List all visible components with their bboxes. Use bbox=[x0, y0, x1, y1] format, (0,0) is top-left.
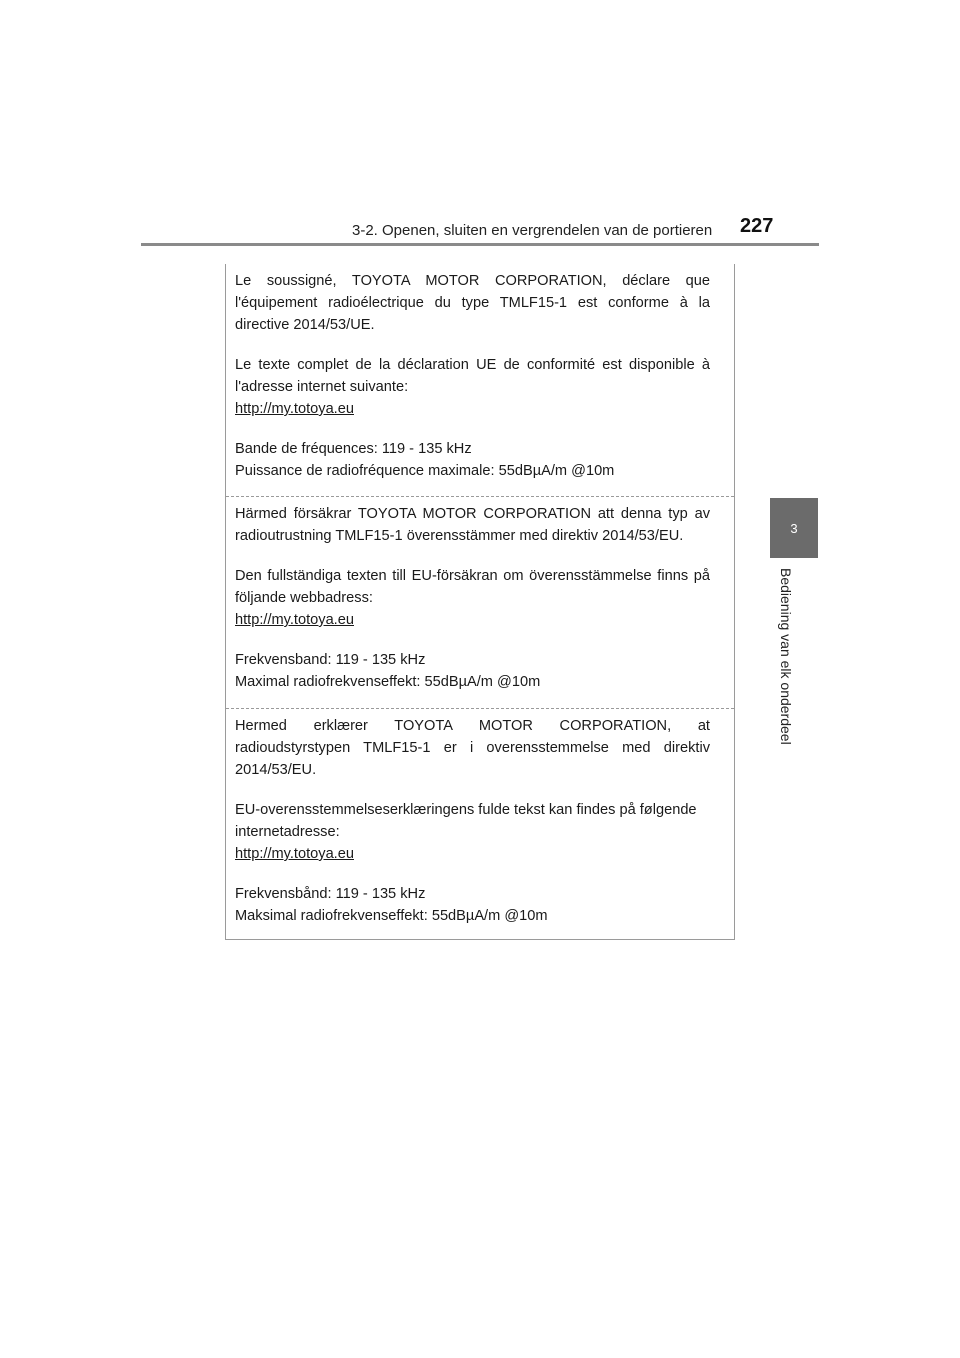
spacer bbox=[235, 336, 710, 354]
declaration-url-link[interactable]: http://my.totoya.eu bbox=[235, 612, 354, 628]
page-header-title: 3-2. Openen, sluiten en vergrendelen van de portieren bbox=[352, 222, 713, 239]
frequency-text: Frekvensbånd: 119 - 135 kHz bbox=[235, 886, 426, 902]
spacer bbox=[235, 781, 710, 799]
page-number: 227 bbox=[740, 215, 774, 237]
spacer bbox=[235, 547, 710, 565]
declaration-url-link[interactable]: http://my.totoya.eu bbox=[235, 401, 354, 417]
availability-text: EU-overensstemmelseserklæringens fulde tekst kan findes på følgende internetadresse: bbox=[235, 802, 697, 840]
spacer bbox=[235, 420, 710, 438]
chapter-side-label: Bediening van elk onderdeel bbox=[778, 568, 794, 745]
power-text: Maksimal radiofrekvenseffekt: 55dBµA/m @10m bbox=[235, 908, 548, 924]
header-rule bbox=[141, 243, 819, 246]
declaration-section-danish bbox=[226, 708, 734, 939]
declaration-url-link[interactable]: http://my.totoya.eu bbox=[235, 846, 354, 862]
power-text: Maximal radiofrekvenseffekt: 55dBµA/m @10m bbox=[235, 674, 541, 690]
declaration-box bbox=[225, 264, 735, 940]
declaration-text: Härmed försäkrar TOYOTA MOTOR CORPORATION att denna typ av radioutrustning TMLF15-1 överensstämmer med direktiv 2014/53/EU. bbox=[235, 506, 710, 544]
declaration-text: Hermed erklærer TOYOTA MOTOR CORPORATION, at radioudstyrstypen TMLF15-1 er i overensstemmelse med direktiv 2014/53/EU. bbox=[235, 718, 710, 778]
frequency-text: Frekvensband: 119 - 135 kHz bbox=[235, 652, 426, 668]
frequency-text: Bande de fréquences: 119 - 135 kHz bbox=[235, 441, 472, 457]
availability-text: Den fullständiga texten till EU-försäkran om överensstämmelse finns på följande webbadress: bbox=[235, 568, 710, 606]
spacer bbox=[235, 865, 710, 883]
chapter-tab bbox=[770, 498, 818, 558]
spacer bbox=[235, 631, 710, 649]
declaration-section-french bbox=[226, 264, 734, 496]
chapter-number: 3 bbox=[790, 520, 798, 536]
declaration-text: Le soussigné, TOYOTA MOTOR CORPORATION, déclare que l'équipement radioélectrique du type TMLF15-1 est conforme à la directive 2014/53/UE. bbox=[235, 273, 710, 333]
declaration-section-swedish bbox=[226, 496, 734, 708]
availability-text: Le texte complet de la déclaration UE de conformité est disponible à l'adresse internet suivante: bbox=[235, 357, 710, 395]
power-text: Puissance de radiofréquence maximale: 55dBµA/m @10m bbox=[235, 463, 615, 479]
